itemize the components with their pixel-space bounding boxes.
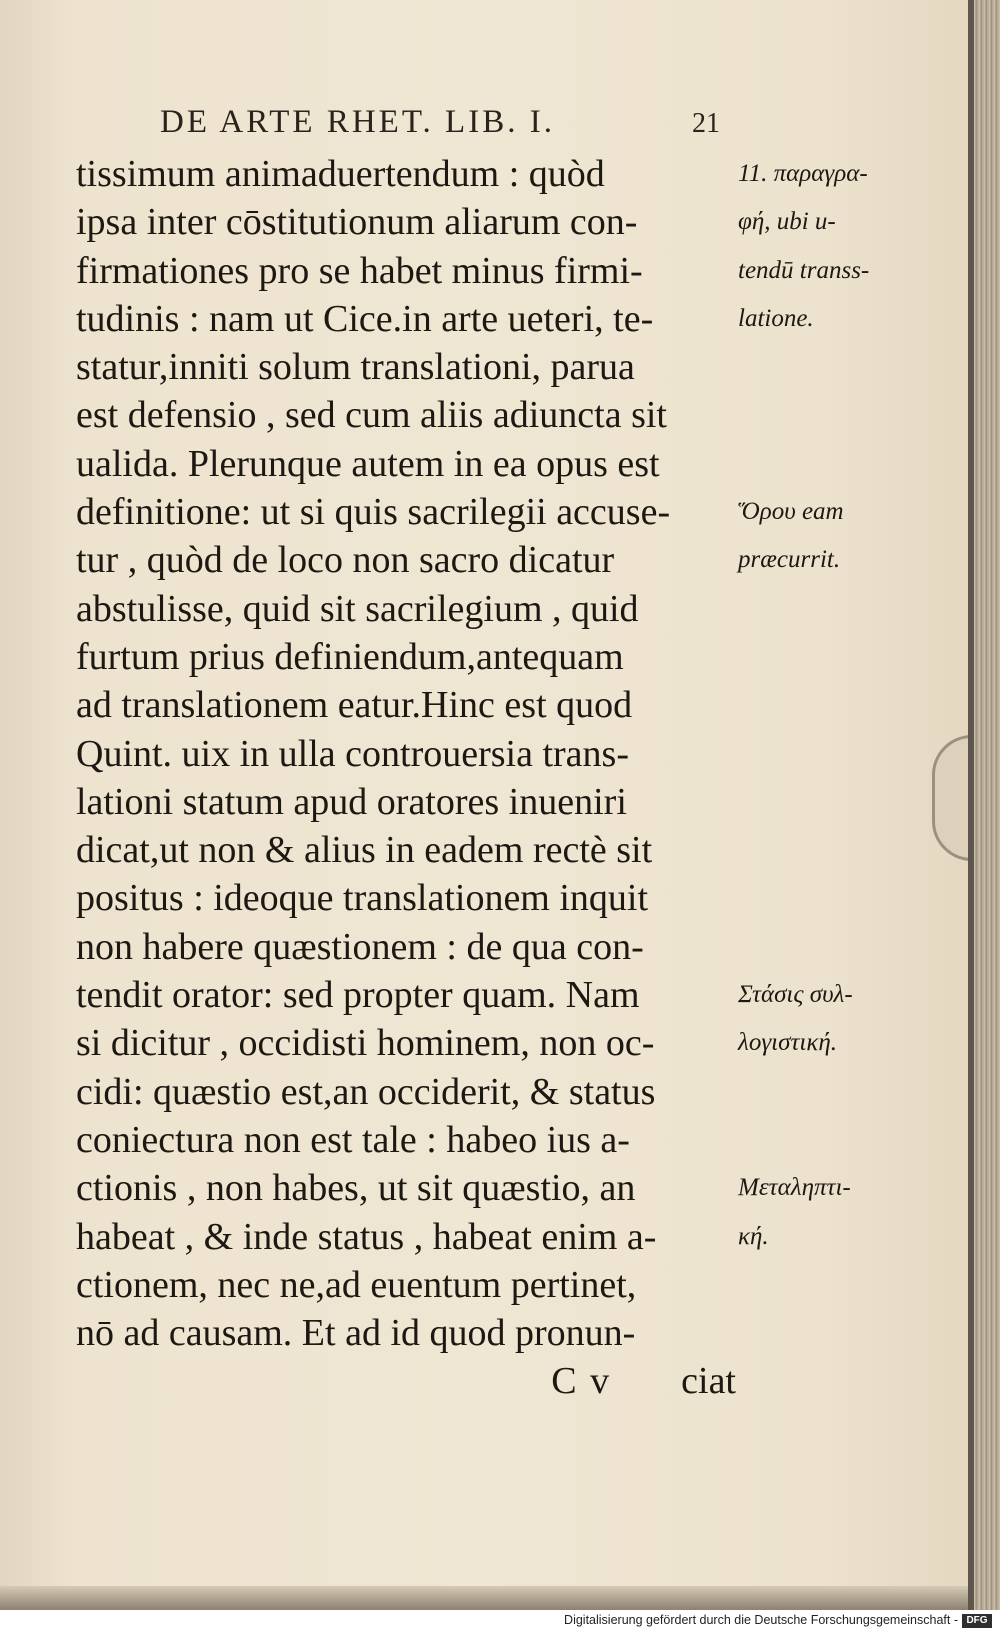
- text-line: abstulisse, quid sit sacrilegium , quid: [76, 587, 639, 630]
- text-line: est defensio , sed cum aliis adiuncta sit: [76, 394, 667, 437]
- dfg-logo-icon: DFG: [962, 1614, 992, 1628]
- catchword: ciat: [681, 1360, 736, 1403]
- text-line: coniectura non est tale : habeo ius a-: [76, 1118, 630, 1161]
- marginal-note: præcurrit.: [738, 546, 841, 574]
- text-line: Quint. uix in ulla controuersia trans-: [76, 732, 629, 775]
- marginal-note: latione.: [738, 304, 814, 332]
- footer-credit: Digitalisierung gefördert durch die Deutsche Forschungsgemeinschaft -: [564, 1613, 958, 1627]
- page-header: [160, 104, 720, 141]
- page-bottom-edge: [0, 1586, 968, 1610]
- text-line: dicat,ut non & alius in eadem rectè sit: [76, 829, 653, 872]
- signature-mark: C v: [551, 1360, 612, 1403]
- text-line: tur , quòd de loco non sacro dicatur: [76, 539, 615, 582]
- text-line: non habere quæstionem : de qua con-: [76, 925, 644, 968]
- footer-bar: [0, 1610, 1000, 1633]
- page-number: 21: [692, 108, 720, 139]
- text-line: lationi statum apud oratores inueniri: [76, 780, 627, 823]
- text-line: ualida. Plerunque autem in ea opus est: [76, 442, 660, 485]
- marginal-note: φή, ubi u-: [738, 208, 836, 236]
- text-line: tissimum animaduertendum : quòd: [76, 153, 605, 195]
- text-line: nō ad causam. Et ad id quod pronun-: [76, 1312, 636, 1355]
- running-head: DE ARTE RHET. LIB. I.: [160, 104, 555, 140]
- text-line: statur,inniti solum translationi, parua: [76, 346, 635, 389]
- page-stack-edges: [968, 0, 1000, 1610]
- text-line: cidi: quæstio est,an occiderit, & status: [76, 1070, 656, 1113]
- text-line: ad translationem eatur.Hinc est quod: [76, 684, 633, 727]
- text-line: ipsa inter cōstitutionum aliarum con-: [76, 201, 638, 244]
- text-line: ctionis , non habes, ut sit quæstio, an: [76, 1167, 636, 1210]
- marginal-note: tendū transs-: [738, 256, 870, 284]
- text-line: positus : ideoque translationem inquit: [76, 877, 649, 920]
- marginal-note: 11. παραγρα-: [738, 160, 868, 187]
- text-line: furtum prius definiendum,antequam: [76, 635, 624, 678]
- marginal-note: Μεταληπτι-: [738, 1174, 851, 1202]
- text-line: firmationes pro se habet minus firmi-: [76, 249, 643, 292]
- text-line: si dicitur , occidisti hominem, non oc-: [76, 1022, 655, 1065]
- text-line: tendit orator: sed propter quam. Nam: [76, 974, 640, 1017]
- marginal-note: κή.: [738, 1222, 769, 1250]
- text-line: habeat , & inde status , habeat enim a-: [76, 1215, 657, 1258]
- marginal-note: Στάσις συλ-: [738, 981, 853, 1009]
- marginal-note: λογιστική.: [738, 1029, 837, 1057]
- text-line: definitione: ut si quis sacrilegii accuse-: [76, 491, 671, 534]
- text-line: ctionem, nec ne,ad euentum pertinet,: [76, 1263, 637, 1306]
- marginal-note: Ὅρου eam: [738, 498, 844, 526]
- catchword-line: [76, 1357, 746, 1405]
- body-text: [76, 150, 746, 1406]
- text-line: tudinis : nam ut Cice.in arte ueteri, te-: [76, 297, 654, 340]
